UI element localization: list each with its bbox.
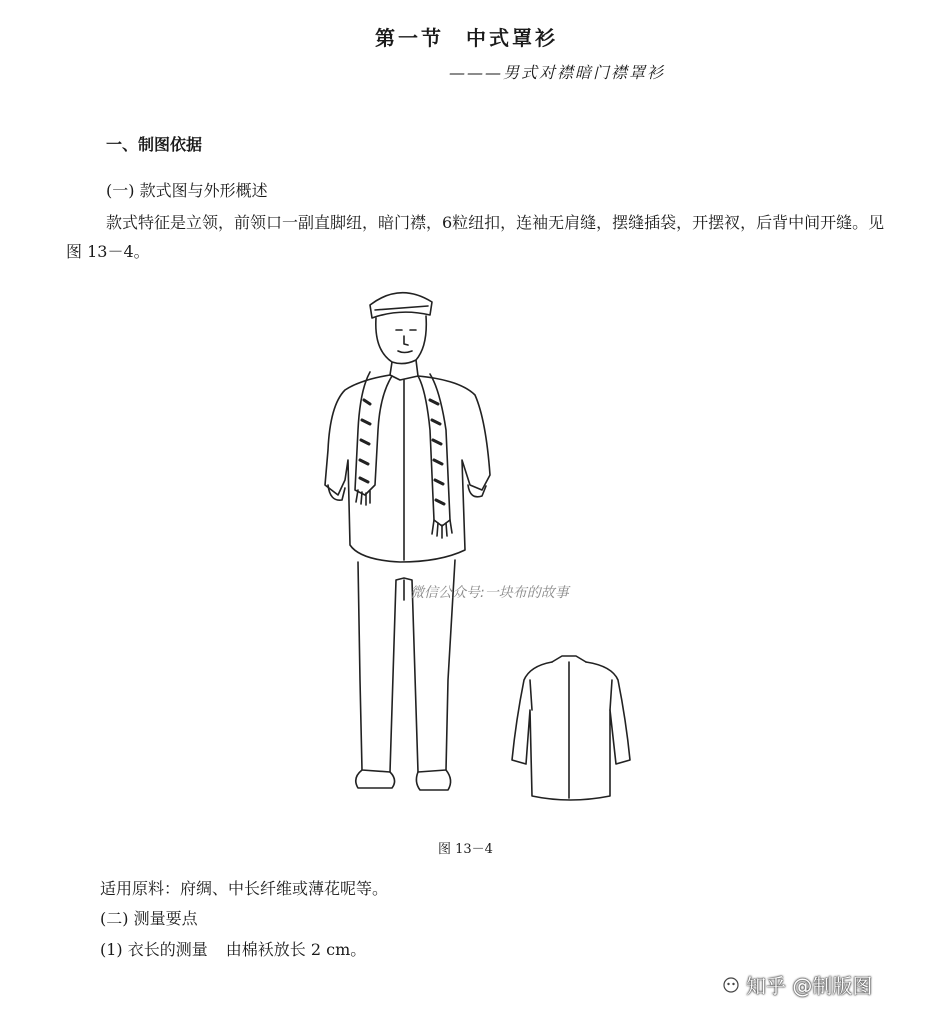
- title-garment-name: 中式罩衫: [466, 26, 558, 50]
- wechat-watermark: 微信公众号:一块布的故事: [410, 585, 569, 601]
- front-view-figure: [325, 293, 490, 790]
- style-description-paragraph: 款式特征是立领，前领口一副直脚纽，暗门襟，6粒纽扣，连袖无肩缝，摆缝插袋，开摆衩，后背中间开缝。见图 13－4。: [66, 213, 885, 261]
- figure-caption: 图 13－4: [438, 842, 493, 857]
- materials-text: 适用原料：府绸、中长纤维或薄花呢等。: [100, 879, 389, 898]
- zhihu-watermark-icon: [722, 976, 740, 994]
- back-view-jacket: [512, 656, 630, 800]
- garment-illustration: [300, 280, 660, 810]
- page-title: [0, 22, 933, 51]
- sub-heading-style: (一) 款式图与外形概述: [106, 181, 268, 200]
- zhihu-watermark: [722, 970, 872, 999]
- sub-heading-measurement: (二) 测量要点: [100, 909, 198, 928]
- page-subtitle: ———男式对襟暗门襟罩衫: [448, 63, 665, 82]
- title-section-number: 第一节: [375, 26, 444, 50]
- section-heading: 一、制图依据: [106, 135, 203, 154]
- measurement-text: 由棉袄放长 2 cm。: [225, 940, 367, 959]
- measurement-label: (1) 衣长的测量: [100, 940, 208, 959]
- measurement-item: [100, 937, 366, 960]
- zhihu-watermark-text: 知乎 @制版图: [746, 974, 873, 998]
